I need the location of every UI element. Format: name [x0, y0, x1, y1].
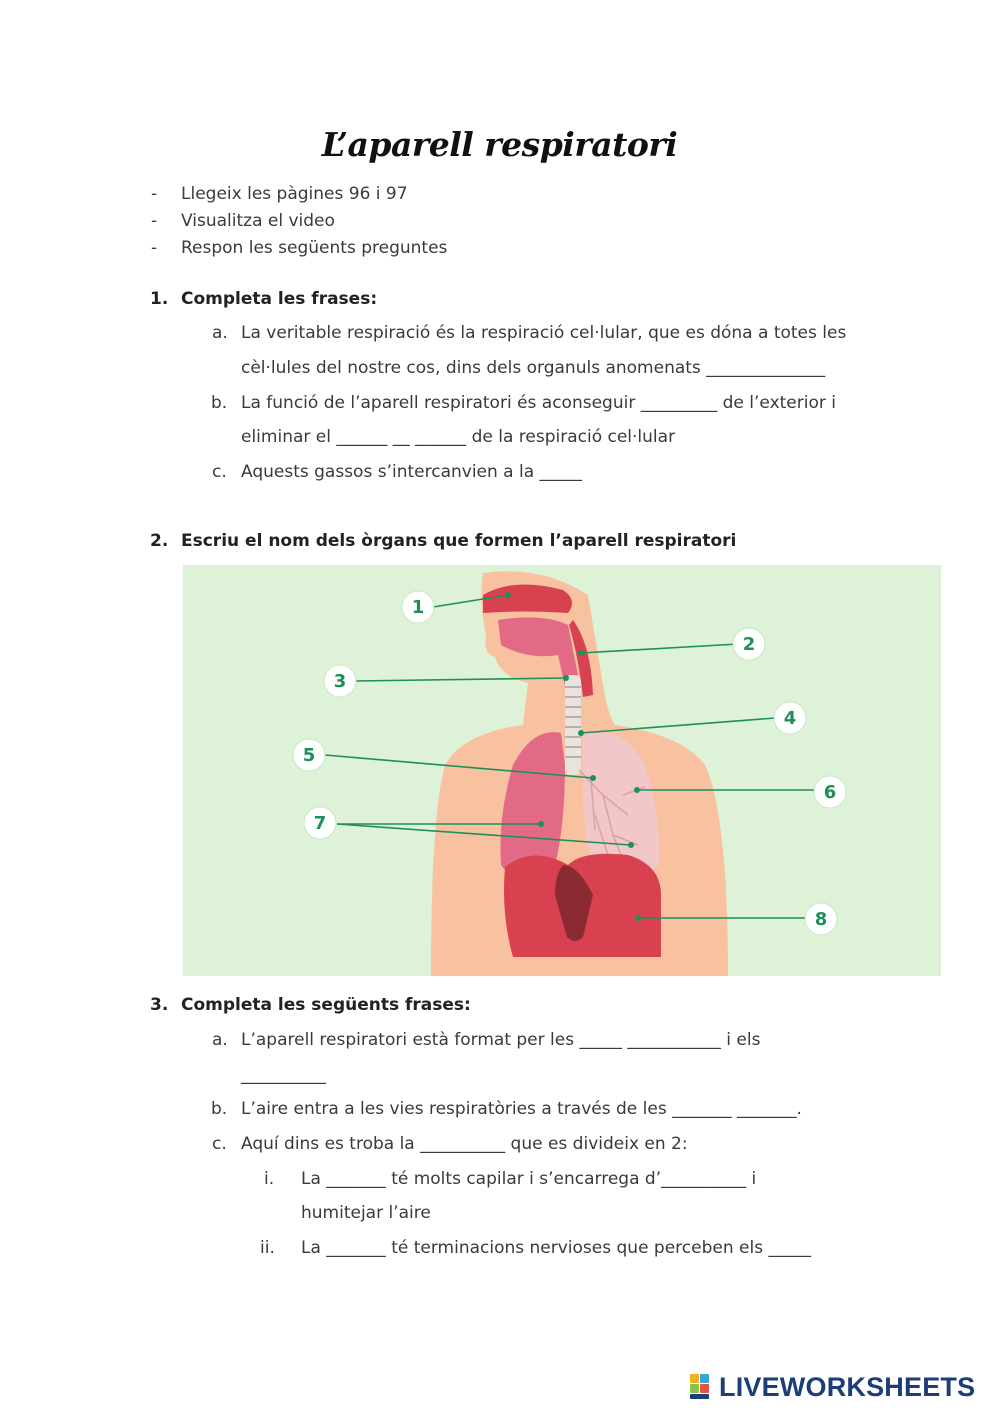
instruction-item: Respon les següents preguntes: [181, 238, 448, 258]
instruction-item: Llegeix les pàgines 96 i 97: [181, 184, 408, 204]
item-marker: ii.: [260, 1238, 275, 1258]
label-badge-6[interactable]: [814, 776, 846, 808]
sentence-line-blank[interactable]: Aquests gassos s’intercanvien a la _____: [241, 462, 583, 482]
sentence-line-blank[interactable]: La funció de l’aparell respiratori és aconseguir _________ de l’exterior i: [241, 393, 836, 413]
question-heading: Escriu el nom dels òrgans que formen l’aparell respiratori: [181, 531, 737, 551]
svg-text:5: 5: [302, 745, 316, 766]
label-badge-1[interactable]: [402, 591, 434, 623]
sentence-line-blank[interactable]: L’aparell respiratori està format per les _____ ___________ i els: [241, 1030, 761, 1050]
sentence-line: La veritable respiració és la respiració cel·lular, que es dóna a totes les: [241, 323, 847, 343]
list-bullet: -: [151, 184, 158, 204]
brand-name: LIVEWORKSHEETS: [719, 1371, 976, 1402]
sentence-line: humitejar l’aire: [301, 1203, 431, 1223]
sentence-line-blank[interactable]: __________: [241, 1065, 326, 1085]
sentence-line-blank[interactable]: L’aire entra a les vies respiratòries a través de les _______ _______.: [241, 1099, 802, 1119]
item-marker: i.: [264, 1169, 275, 1189]
svg-text:6: 6: [823, 782, 837, 803]
sentence-line-blank[interactable]: cèl·lules del nostre cos, dins dels organuls anomenats ______________: [241, 358, 826, 378]
label-badge-3[interactable]: [324, 665, 356, 697]
item-marker: c.: [212, 462, 227, 482]
question-heading: Completa les següents frases:: [181, 995, 471, 1015]
page-title: L’aparell respiratori: [321, 125, 678, 164]
sentence-line-blank[interactable]: Aquí dins es troba la __________ que es divideix en 2:: [241, 1134, 688, 1154]
question-number: 2.: [150, 531, 169, 551]
list-bullet: -: [151, 211, 158, 231]
svg-text:3: 3: [333, 671, 347, 692]
list-bullet: -: [151, 238, 158, 258]
item-marker: c.: [212, 1134, 227, 1154]
item-marker: a.: [212, 1030, 228, 1050]
question-number: 3.: [150, 995, 169, 1015]
trachea: [565, 675, 581, 775]
item-marker: b.: [211, 393, 228, 413]
brand-blocks-icon: [690, 1374, 716, 1400]
item-marker: b.: [211, 1099, 228, 1119]
label-badge-2[interactable]: [733, 628, 765, 660]
sentence-line-blank[interactable]: La _______ té terminacions nervioses que perceben els _____: [301, 1238, 811, 1258]
svg-text:1: 1: [411, 597, 425, 618]
label-badge-5[interactable]: [293, 739, 325, 771]
svg-text:2: 2: [742, 634, 756, 655]
instruction-item: Visualitza el video: [181, 211, 335, 231]
label-badge-8[interactable]: [805, 903, 837, 935]
label-badge-7[interactable]: [304, 807, 336, 839]
sentence-line-blank[interactable]: eliminar el ______ __ ______ de la respiració cel·lular: [241, 427, 676, 447]
svg-text:7: 7: [313, 813, 327, 834]
svg-text:4: 4: [783, 708, 797, 729]
brand-logo[interactable]: [690, 1370, 975, 1404]
respiratory-illustration: [183, 565, 941, 976]
item-marker: a.: [212, 323, 228, 343]
sentence-line-blank[interactable]: La _______ té molts capilar i s’encarrega d’__________ i: [301, 1169, 757, 1189]
label-badge-4[interactable]: [774, 702, 806, 734]
question-number: 1.: [150, 289, 169, 309]
respiratory-system-diagram: [183, 565, 941, 976]
question-heading: Completa les frases:: [181, 289, 378, 309]
svg-text:8: 8: [814, 909, 828, 930]
